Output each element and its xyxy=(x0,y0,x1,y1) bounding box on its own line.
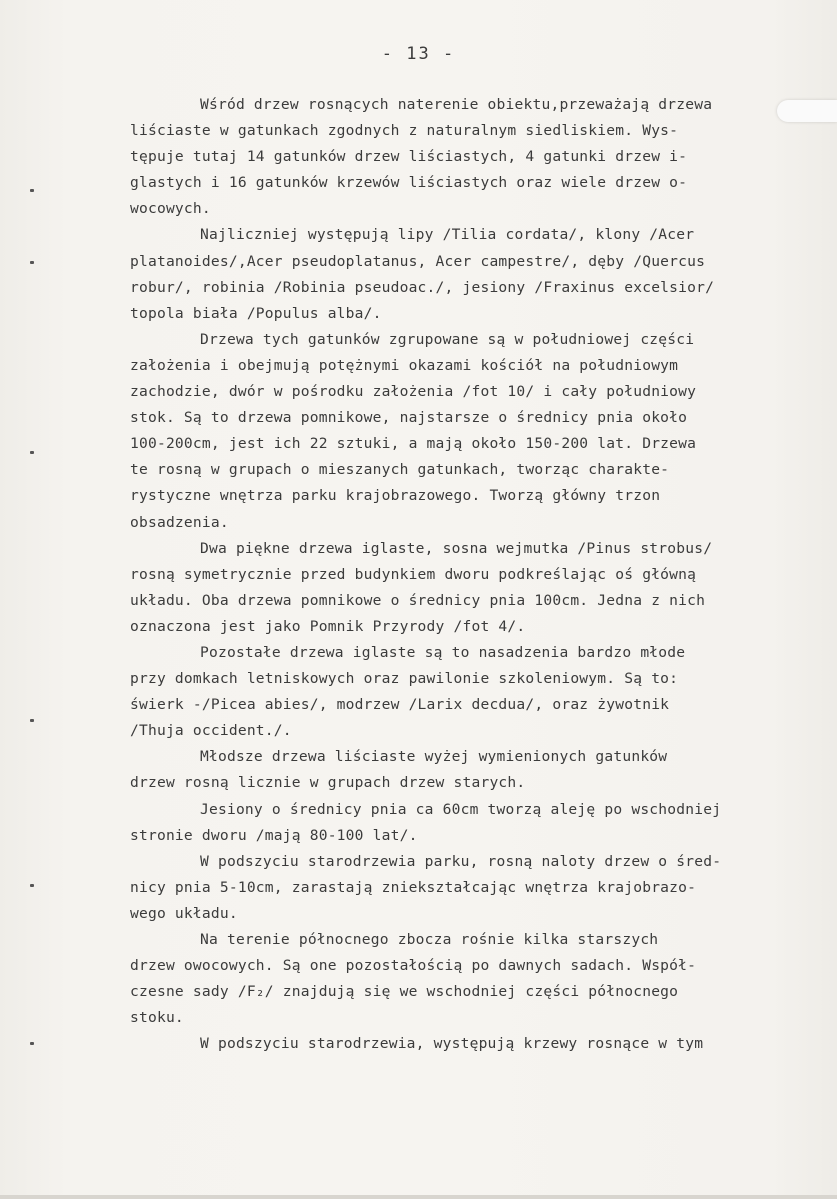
text-line-content: zachodzie, dwór w pośrodku założenia /fot 10/ i cały południowy xyxy=(130,383,697,401)
text-line xyxy=(130,823,820,849)
typewritten-body-text xyxy=(130,92,820,1057)
text-line-content: tępuje tutaj 14 gatunków drzew liściastych, 4 gatunki drzew i- xyxy=(130,148,688,166)
text-line-content: Wśród drzew rosnących naterenie obiektu,przeważają drzewa xyxy=(200,96,713,113)
text-line xyxy=(130,875,820,901)
text-line-content: rystyczne wnętrza parku krajobrazowego. Tworzą główny trzon xyxy=(130,487,661,505)
text-line-content: platanoides/,Acer pseudoplatanus, Acer campestre/, dęby /Quercus xyxy=(130,252,706,270)
text-line xyxy=(130,301,820,327)
text-line xyxy=(130,118,820,144)
text-line xyxy=(130,744,820,770)
text-line-content: Drzewa tych gatunków zgrupowane są w południowej części xyxy=(200,330,695,348)
text-line xyxy=(130,614,820,640)
margin-dot xyxy=(30,884,34,887)
text-line xyxy=(130,431,820,457)
text-line xyxy=(130,275,820,301)
text-line-content: topola biała /Populus alba/. xyxy=(130,304,382,322)
text-line xyxy=(130,692,820,718)
text-line xyxy=(130,927,820,953)
text-line-content: Dwa piękne drzewa iglaste, sosna wejmutka /Pinus strobus/ xyxy=(200,539,713,557)
text-line-content: założenia i obejmują potężnymi okazami kościół na południowym xyxy=(130,356,679,374)
text-line xyxy=(130,510,820,536)
text-line-content: drzew owocowych. Są one pozostałością po dawnych sadach. Współ- xyxy=(130,957,697,975)
margin-dot xyxy=(30,1042,34,1045)
text-line-content: W podszyciu starodrzewia parku, rosną naloty drzew o śred- xyxy=(200,852,722,870)
text-line-content: Najliczniej występują lipy /Tilia cordata/, klony /Acer xyxy=(200,226,695,244)
margin-dot xyxy=(30,451,34,454)
margin-dot xyxy=(30,719,34,722)
text-line xyxy=(130,249,820,275)
text-line-content: drzew rosną licznie w grupach drzew starych. xyxy=(130,774,526,792)
text-line xyxy=(130,718,820,744)
text-line xyxy=(130,222,820,248)
text-line-content: te rosną w grupach o mieszanych gatunkach, tworząc charakte- xyxy=(130,461,670,479)
text-line-content: wego układu. xyxy=(130,904,238,922)
text-line-content: 100-200cm, jest ich 22 sztuki, a mają około 150-200 lat. Drzewa xyxy=(130,435,697,453)
text-line-content: stronie dworu /mają 80-100 lat/. xyxy=(130,826,418,844)
text-line xyxy=(130,353,820,379)
text-line-content: wocowych. xyxy=(130,200,211,218)
text-line-content: rosną symetrycznie przed budynkiem dworu podkreślając oś główną xyxy=(130,565,697,583)
text-line xyxy=(130,170,820,196)
text-line-content: obsadzenia. xyxy=(130,513,229,531)
text-line xyxy=(130,640,820,666)
text-line xyxy=(130,666,820,692)
text-line xyxy=(130,797,820,823)
text-line xyxy=(130,92,820,118)
text-line-content: układu. Oba drzewa pomnikowe o średnicy pnia 100cm. Jedna z nich xyxy=(130,591,706,609)
text-line-content: stok. Są to drzewa pomnikowe, najstarsze o średnicy pnia około xyxy=(130,409,688,427)
text-line xyxy=(130,953,820,979)
text-line xyxy=(130,770,820,796)
text-line xyxy=(130,536,820,562)
text-line xyxy=(130,849,820,875)
text-line xyxy=(130,196,820,222)
text-line xyxy=(130,901,820,927)
text-line-content: oznaczona jest jako Pomnik Przyrody /fot 4/. xyxy=(130,617,526,635)
text-line-content: stoku. xyxy=(130,1009,184,1027)
page-edge xyxy=(0,1195,837,1199)
text-line-content: przy domkach letniskowych oraz pawilonie szkoleniowym. Są to: xyxy=(130,670,679,688)
text-line-content: glastych i 16 gatunków krzewów liściastych oraz wiele drzew o- xyxy=(130,174,688,192)
text-line xyxy=(130,1005,820,1031)
margin-dot xyxy=(30,261,34,264)
text-line-content: W podszyciu starodrzewia, występują krzewy rosnące w tym xyxy=(200,1035,704,1053)
text-line-content: /Thuja occident./. xyxy=(130,722,292,740)
text-line xyxy=(130,588,820,614)
text-line-content: świerk -/Picea abies/, modrzew /Larix decdua/, oraz żywotnik xyxy=(130,696,670,714)
text-line xyxy=(130,379,820,405)
text-line-content: Pozostałe drzewa iglaste są to nasadzenia bardzo młode xyxy=(200,643,686,661)
text-line-content: Na terenie północnego zbocza rośnie kilka starszych xyxy=(200,931,659,948)
text-line-content: nicy pnia 5-10cm, zarastają zniekształcając wnętrza krajobrazo- xyxy=(130,878,697,896)
page-number: - 13 - xyxy=(381,44,456,64)
text-line-content: robur/, robinia /Robinia pseudoac./, jesiony /Fraxinus excelsior/ xyxy=(130,278,715,296)
text-line-content: Młodsze drzewa liściaste wyżej wymienionych gatunków xyxy=(200,748,668,766)
text-line xyxy=(130,327,820,353)
text-line xyxy=(130,1031,820,1057)
text-line xyxy=(130,405,820,431)
margin-dot xyxy=(30,189,34,192)
text-line-content: liściaste w gatunkach zgodnych z naturalnym siedliskiem. Wys- xyxy=(130,122,679,140)
text-line xyxy=(130,144,820,170)
text-line xyxy=(130,483,820,509)
text-line xyxy=(130,562,820,588)
text-line-content: czesne sady /F₂/ znajdują się we wschodniej części północnego xyxy=(130,983,679,1001)
text-line xyxy=(130,979,820,1005)
text-line-content: Jesiony o średnicy pnia ca 60cm tworzą aleję po wschodniej xyxy=(200,800,722,818)
text-line xyxy=(130,457,820,483)
